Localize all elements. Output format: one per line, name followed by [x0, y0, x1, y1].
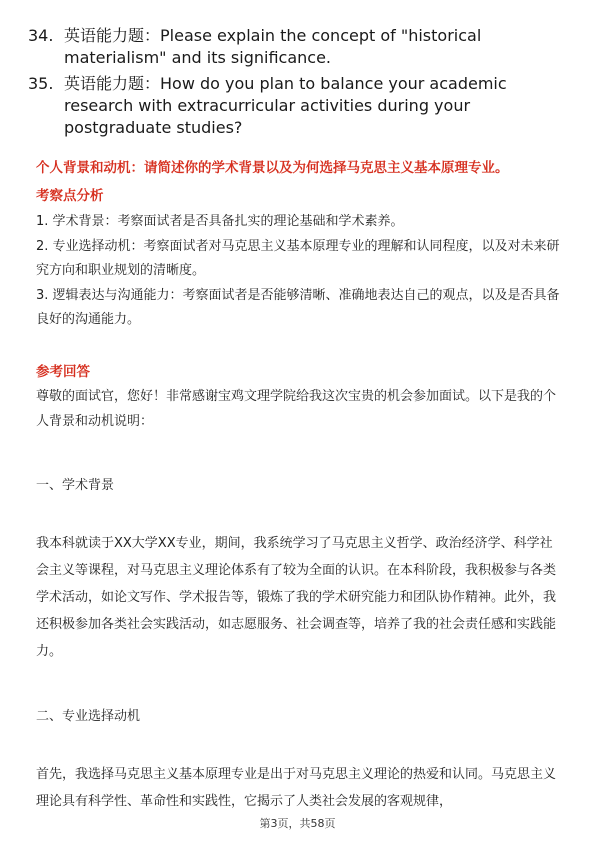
analysis-point: 3. 逻辑表达与沟通能力：考察面试者是否能够清晰、准确地表达自己的观点，以及是否具备良好的沟通能力。	[36, 287, 560, 327]
question-item-34	[28, 25, 568, 69]
section-1-title: 一、学术背景	[36, 478, 115, 493]
question-title: 个人背景和动机：请简述你的学术背景以及为何选择马克思主义基本原理专业。	[36, 160, 509, 176]
question-text: 英语能力题：How do you plan to balance your academic research with extracurricular activities during your postgraduate studies?	[64, 74, 507, 137]
analysis-point: 1. 学术背景：考察面试者是否具备扎实的理论基础和学术素养。	[36, 214, 404, 229]
question-number: 34.	[28, 26, 54, 45]
analysis-point: 2. 专业选择动机：考察面试者对马克思主义基本原理专业的理解和认同程度，以及对未来研究方向和职业规划的清晰度。	[36, 238, 560, 278]
section-2-text: 首先，我选择马克思主义基本原理专业是出于对马克思主义理论的热爱和认同。马克思主义理论具有科学性、革命性和实践性，它揭示了人类社会发展的客观规律，	[36, 767, 557, 809]
question-item-35	[28, 73, 568, 139]
answer-heading: 参考回答	[36, 364, 90, 380]
question-number: 35.	[28, 74, 54, 93]
section-1-text: 我本科就读于XX大学XX专业，期间，我系统学习了马克思主义哲学、政治经济学、科学社会主义等课程，对马克思主义理论体系有了较为全面的认识。在本科阶段，我积极参与各类学术活动，如论文写作、学术报告等，锻炼了我的学术研究能力和团队协作精神。此外，我还积极参加各类社会实践活动，如志愿服务、社会调查等，培养了我的社会责任感和实践能力。	[36, 536, 557, 659]
question-text: 英语能力题：Please explain the concept of "historical materialism" and its significance.	[64, 26, 482, 67]
analysis-heading: 考察点分析	[36, 188, 104, 204]
analysis-points	[36, 210, 561, 333]
question-list	[28, 25, 568, 143]
page-number: 第3页，共58页	[259, 817, 336, 830]
answer-intro: 尊敬的面试官，您好！非常感谢宝鸡文理学院给我这次宝贵的机会参加面试。以下是我的个人背景和动机说明：	[36, 389, 557, 429]
section-2-title: 二、专业选择动机	[36, 709, 141, 724]
